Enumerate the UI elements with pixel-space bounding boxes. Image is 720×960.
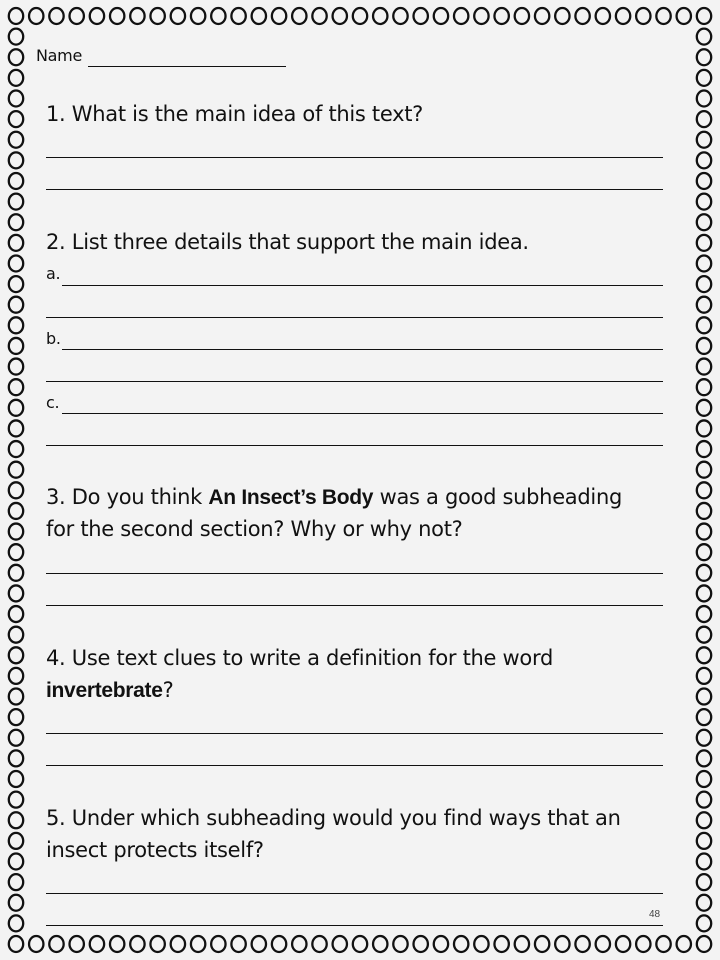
question-4-line-2 [46,680,173,701]
detail-c-label: c. [46,393,60,412]
question-5-line-1: 5. Under which subheading would you find ways that an [46,806,621,830]
answer-line[interactable] [46,157,663,158]
answer-line[interactable] [46,573,663,574]
question-1-text: 1. What is the main idea of this text? [46,102,424,126]
question-mark: ? [162,678,174,702]
vocabulary-word: invertebrate [46,679,163,702]
question-5-line-2: insect protects itself? [46,838,264,862]
question-4-line-1: 4. Use text clues to write a definition for the word [46,646,553,670]
page-number: 48 [649,909,661,920]
answer-line[interactable] [46,605,663,606]
answer-line[interactable] [46,445,663,446]
question-3-suffix: was a good subheading [373,485,622,509]
question-3-prefix: 3. Do you think [46,485,209,509]
answer-line[interactable] [46,765,663,766]
question-3-line-1 [46,487,622,508]
detail-a-label: a. [46,264,61,283]
name-line[interactable] [88,66,286,67]
question-3-line-2: for the second section? Why or why not? [46,517,463,541]
question-2-text: 2. List three details that support the main idea. [46,230,529,254]
answer-line[interactable] [62,349,663,350]
answer-line[interactable] [46,893,663,894]
subheading-title: An Insect’s Body [208,486,374,509]
answer-line[interactable] [46,733,663,734]
answer-line[interactable] [46,925,663,926]
answer-line[interactable] [46,189,663,190]
answer-line[interactable] [62,413,663,414]
answer-line[interactable] [46,317,663,318]
answer-line[interactable] [62,285,663,286]
name-label: Name [36,46,83,65]
answer-line[interactable] [46,381,663,382]
detail-b-label: b. [46,329,61,348]
